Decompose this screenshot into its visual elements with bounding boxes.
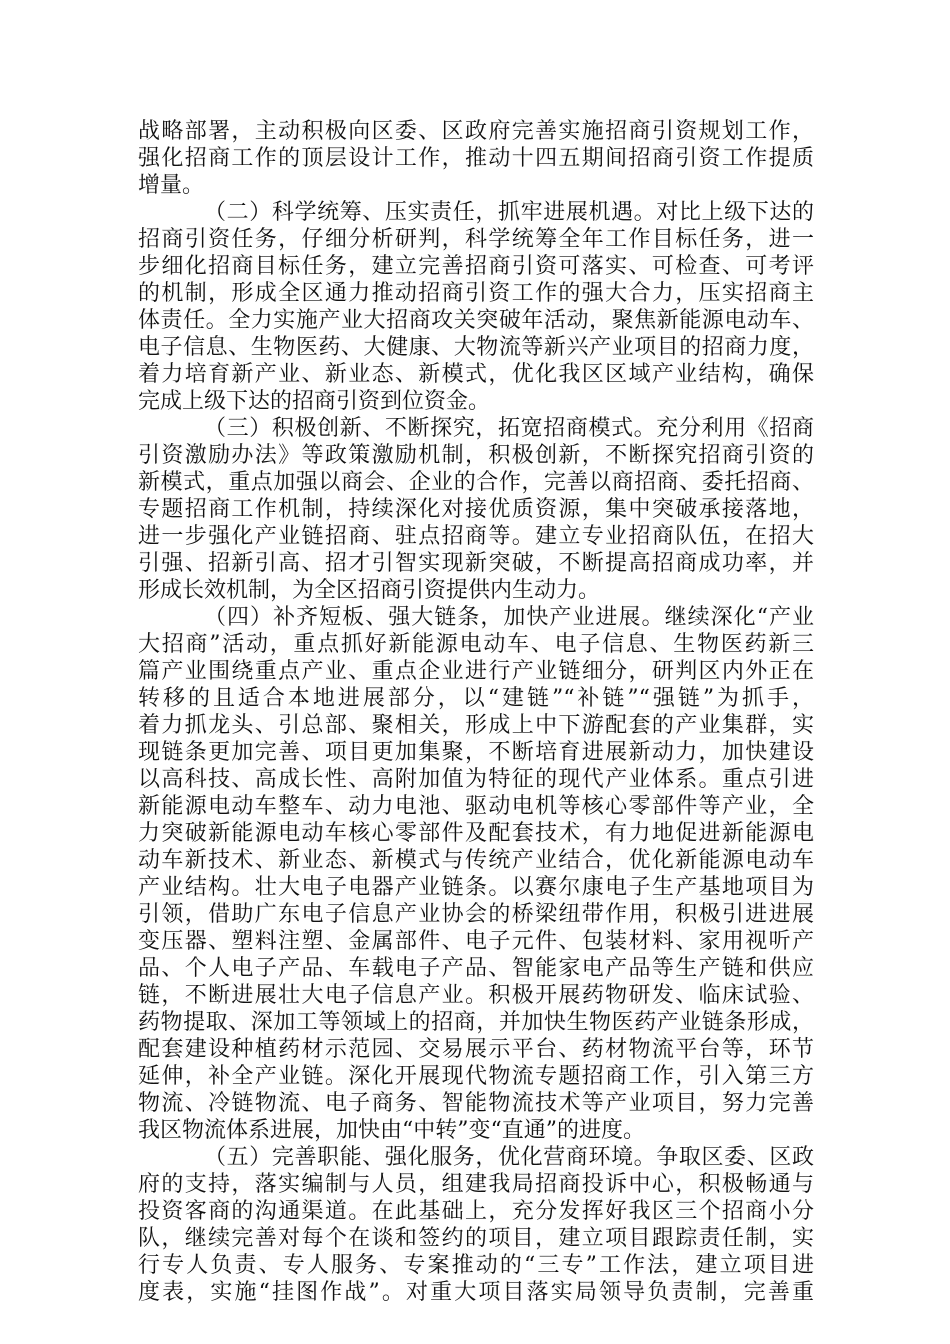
text-line: 变压器、塑料注塑、金属部件、电子元件、包装材料、家用视听产	[138, 929, 814, 954]
text-line: 新能源电动车整车、动力电池、驱动电机等核心零部件等产业，全	[138, 794, 814, 819]
text-line: 转移的且适合本地进展部分，以“建链”“补链”“强链”为抓手，	[138, 686, 814, 711]
text-line: 药物提取、深加工等领域上的招商，并加快生物医药产业链条形成，	[138, 1010, 814, 1035]
text-line: 行专人负责、专人服务、专案推动的“三专”工作法，建立项目进	[138, 1253, 814, 1278]
text-line: 进一步强化产业链招商、驻点招商等。建立专业招商队伍，在招大	[138, 524, 814, 549]
text-line: 增量。	[138, 173, 205, 198]
text-line: （二）科学统筹、压实责任，抓牢进展机遇。对比上级下达的	[204, 200, 814, 225]
paragraph-section-5	[138, 1144, 814, 1306]
document-body	[138, 118, 814, 1306]
text-line: 引领，借助广东电子信息产业协会的桥梁纽带作用，积极引进进展	[138, 902, 814, 927]
text-line: 战略部署，主动积极向区委、区政府完善实施招商引资规划工作，	[138, 119, 814, 144]
text-line: 配套建设种植药材示范园、交易展示平台、药材物流平台等，环节	[138, 1037, 814, 1062]
paragraph-continuation	[138, 118, 814, 199]
text-line: （三）积极创新、不断探究，拓宽招商模式。充分利用《招商	[204, 416, 814, 441]
text-line: 物流、冷链物流、电子商务、智能物流技术等产业项目，努力完善	[138, 1091, 814, 1116]
text-line: 产业结构。壮大电子电器产业链条。以赛尔康电子生产基地项目为	[138, 875, 814, 900]
text-line: （四）补齐短板、强大链条，加快产业进展。继续深化“产业	[204, 605, 814, 630]
text-line: 力突破新能源电动车核心零部件及配套技术，有力地促进新能源电	[138, 821, 814, 846]
paragraph-section-3	[138, 415, 814, 604]
text-line: 队，继续完善对每个在谈和签约的项目，建立项目跟踪责任制，实	[138, 1226, 814, 1251]
text-line: 链，不断进展壮大电子信息产业。积极开展药物研发、临床试验、	[138, 983, 814, 1008]
text-line: 府的支持，落实编制与人员，组建我局招商投诉中心，积极畅通与	[138, 1172, 814, 1197]
text-line: 投资客商的沟通渠道。在此基础上，充分发挥好我区三个招商小分	[138, 1199, 814, 1224]
text-line: 延伸，补全产业链。深化开展现代物流专题招商工作，引入第三方	[138, 1064, 814, 1089]
text-line: 品、个人电子产品、车载电子产品、智能家电产品等生产链和供应	[138, 956, 814, 981]
text-line: 的机制，形成全区通力推动招商引资工作的强大合力，压实招商主	[138, 281, 814, 306]
text-line: 新模式，重点加强以商会、企业的合作，完善以商招商、委托招商、	[138, 470, 814, 495]
text-line: 完成上级下达的招商引资到位资金。	[138, 389, 491, 414]
text-line: 步细化招商目标任务，建立完善招商引资可落实、可检查、可考评	[138, 254, 814, 279]
text-line: 现链条更加完善、项目更加集聚，不断培育进展新动力，加快建设	[138, 740, 814, 765]
paragraph-section-2	[138, 199, 814, 415]
text-line: 动车新技术、新业态、新模式与传统产业结合，优化新能源电动车	[138, 848, 814, 873]
text-line: 我区物流体系进展，加快由“中转”变“直通”的进度。	[138, 1118, 645, 1143]
text-line: 引强、招新引高、招才引智实现新突破，不断提高招商成功率，并	[138, 551, 814, 576]
text-line: 着力抓龙头、引总部、聚相关，形成上中下游配套的产业集群，实	[138, 713, 814, 738]
text-line: 形成长效机制，为全区招商引资提供内生动力。	[138, 578, 601, 603]
text-line: 篇产业围绕重点产业、重点企业进行产业链细分，研判区内外正在	[138, 659, 814, 684]
text-line: 大招商”活动，重点抓好新能源电动车、电子信息、生物医药新三	[138, 632, 814, 657]
text-line: 引资激励办法》等政策激励机制，积极创新，不断探究招商引资的	[138, 443, 814, 468]
text-line: 着力培育新产业、新业态、新模式，优化我区区域产业结构，确保	[138, 362, 814, 387]
paragraph-section-4	[138, 604, 814, 1144]
text-line: 电子信息、生物医药、大健康、大物流等新兴产业项目的招商力度，	[138, 335, 814, 360]
text-line: 强化招商工作的顶层设计工作，推动十四五期间招商引资工作提质	[138, 146, 814, 171]
text-line: 体责任。全力实施产业大招商攻关突破年活动，聚焦新能源电动车、	[138, 308, 814, 333]
text-line: 度表，实施“挂图作战”。对重大项目落实局领导负责制，完善重	[138, 1280, 814, 1305]
text-line: 招商引资任务，仔细分析研判，科学统筹全年工作目标任务，进一	[138, 227, 814, 252]
text-line: （五）完善职能、强化服务，优化营商环境。争取区委、区政	[204, 1145, 814, 1170]
text-line: 以高科技、高成长性、高附加值为特征的现代产业体系。重点引进	[138, 767, 814, 792]
text-line: 专题招商工作机制，持续深化对接优质资源，集中突破承接落地，	[138, 497, 814, 522]
